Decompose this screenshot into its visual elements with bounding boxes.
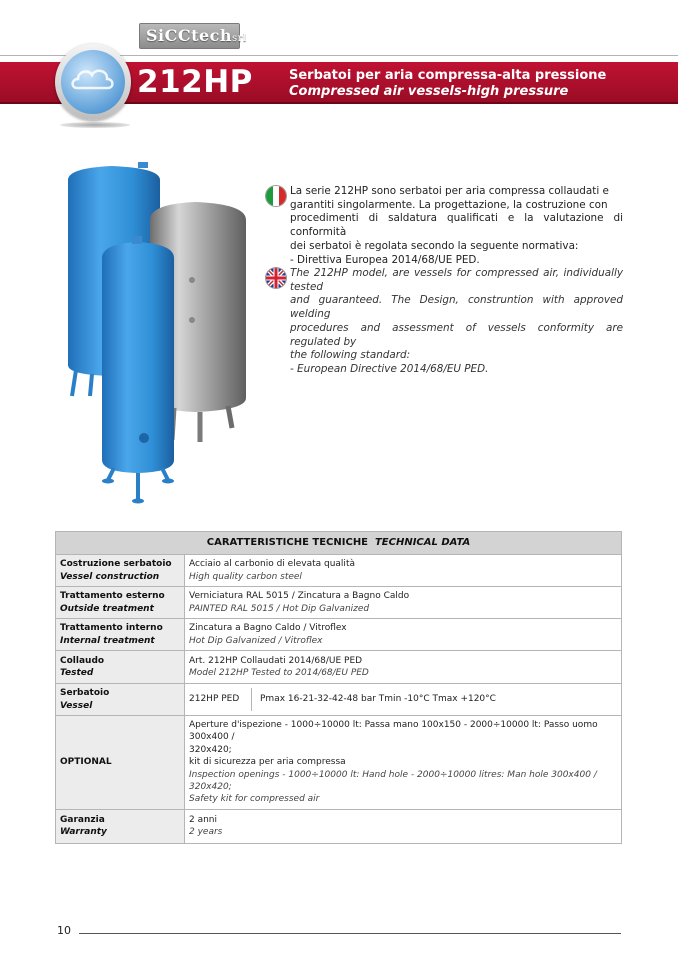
table-row — [56, 555, 622, 587]
row-value: 2 anni 2 years — [185, 809, 622, 843]
row-label: Serbatoio Vessel — [56, 684, 185, 716]
emblem-badge — [55, 44, 131, 120]
description-english: The 212HP model, are vessels for compressed air, individually tested and guaranteed. The Design, construntion with approved welding procedures and assessment of vessels conformity are regulated by the following standard: - European Directive 2014/68/EU PED. — [290, 267, 623, 375]
page-number: 10 — [57, 924, 71, 937]
row-value: Verniciatura RAL 5015 / Zincatura a Bagno Caldo PAINTED RAL 5015 / Hot Dip Galvanized — [185, 587, 622, 619]
small-blue-tank — [102, 236, 174, 504]
table-row — [56, 809, 622, 843]
footer-rule — [79, 933, 621, 934]
row-label: Garanzia Warranty — [56, 809, 185, 843]
vessel-code: 212HP PED — [189, 688, 252, 710]
emblem-shadow — [60, 122, 130, 128]
model-title: 212HP — [137, 64, 253, 100]
row-label-optional: OPTIONAL — [56, 716, 185, 810]
row-label: Trattamento esterno Outside treatment — [56, 587, 185, 619]
table-row — [56, 619, 622, 651]
italian-flag-icon — [266, 186, 286, 206]
row-value: Art. 212HP Collaudati 2014/68/UE PED Model 212HP Tested to 2014/68/EU PED — [185, 651, 622, 684]
row-label: Collaudo Tested — [56, 651, 185, 684]
cloud-icon — [61, 50, 125, 114]
description-italian: La serie 212HP sono serbatoi per aria compressa collaudati e garantiti singolarmente. La progettazione, la costruzione con procedimenti di saldatura qualificati e la valutazione di conformità dei serbatoi è regolata secondo la seguente normativa: - Direttiva Europea 2014/68/UE PED. — [290, 185, 623, 266]
row-value-optional: Aperture d'ispezione - 1000÷10000 lt: Passa mano 100x150 - 2000÷10000 lt: Passo uomo 300x400 / 320x420; kit di sicurezza per aria compressa Inspection openings - 1000÷10000 lt: Hand hole - 2000÷10000 litres: Man hole 300x400 / 320x420; Safety kit for compressed air — [185, 716, 622, 810]
emblem-icon — [61, 50, 125, 114]
logo-suffix: srl — [232, 33, 247, 44]
table-header-row — [56, 532, 622, 555]
table-row — [56, 587, 622, 619]
row-value — [185, 684, 622, 716]
subtitle-italian: Serbatoi per aria compressa-alta pressione — [289, 68, 607, 83]
row-label: Trattamento interno Internal treatment — [56, 619, 185, 651]
vessel-spec: Pmax 16-21-32-42-48 bar Tmin -10°C Tmax +120°C — [260, 694, 496, 705]
uk-flag-icon — [266, 268, 286, 288]
table-header: CARATTERISTICHE TECNICHE TECHNICAL DATA — [56, 532, 622, 555]
row-value: Zincatura a Bagno Caldo / Vitroflex Hot Dip Galvanized / Vitroflex — [185, 619, 622, 651]
subtitle-english: Compressed air vessels-high pressure — [289, 84, 569, 99]
company-logo — [139, 23, 247, 49]
technical-data-table — [55, 531, 622, 844]
row-label: Costruzione serbatoio Vessel construction — [56, 555, 185, 587]
logo-text: SiCCtech — [146, 26, 233, 45]
row-value: Acciaio al carbonio di elevata qualità High quality carbon steel — [185, 555, 622, 587]
table-row — [56, 716, 622, 810]
table-row — [56, 684, 622, 716]
product-image-tanks — [62, 160, 252, 510]
table-row — [56, 651, 622, 684]
